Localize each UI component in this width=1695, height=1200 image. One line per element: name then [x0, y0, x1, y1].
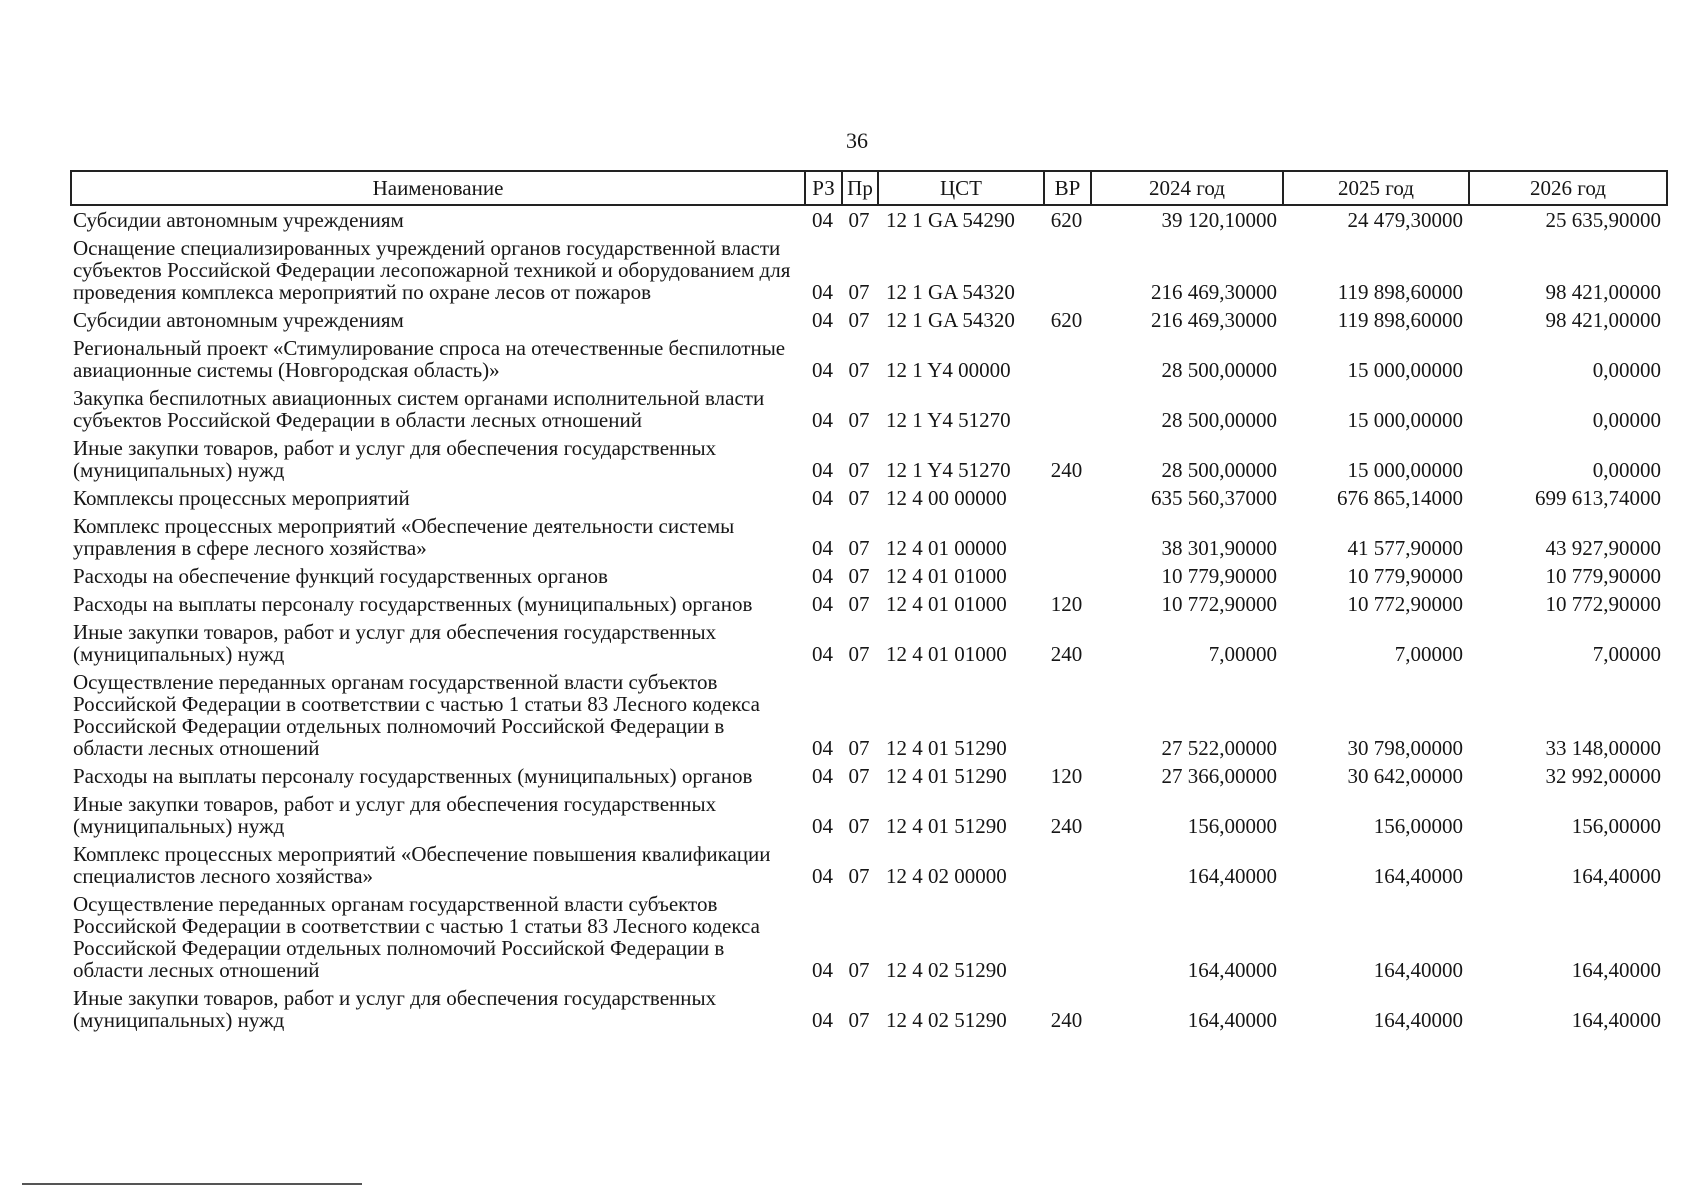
cell-name: Осуществление переданных органам государственной власти субъектов Российской Федерации в соответствии с частью 1 статьи 83 Лесного кодекса Российской Федерации отдельных полномочий Российской Федерации в области лесных отношений	[73, 892, 760, 982]
cell-2026: 43 927,90000	[1545, 536, 1661, 560]
cell-pr: 07	[848, 958, 870, 982]
table-row	[71, 484, 1667, 512]
cell-cst: 12 4 02 00000	[886, 864, 1007, 888]
footer-divider	[22, 1183, 362, 1185]
cell-pr: 07	[848, 458, 870, 482]
table-row	[71, 384, 1667, 434]
cell-2026: 156,00000	[1571, 814, 1661, 838]
cell-pr: 07	[848, 208, 870, 232]
cell-name: Иные закупки товаров, работ и услуг для обеспечения государственных (муниципальных) нужд	[73, 792, 717, 838]
header-rz: РЗ	[805, 171, 842, 205]
cell-2025: 15 000,00000	[1347, 408, 1463, 432]
cell-cst: 12 4 01 51290	[886, 736, 1007, 760]
cell-2025: 119 898,60000	[1337, 308, 1463, 332]
header-pr: Пр	[842, 171, 878, 205]
cell-pr: 07	[848, 486, 870, 510]
cell-2025: 10 772,90000	[1347, 592, 1463, 616]
cell-2024: 10 772,90000	[1161, 592, 1277, 616]
cell-2024: 28 500,00000	[1161, 458, 1277, 482]
cell-2025: 7,00000	[1394, 642, 1463, 666]
table-row	[71, 234, 1667, 306]
header-vr: ВР	[1044, 171, 1091, 205]
cell-pr: 07	[848, 814, 870, 838]
cell-2024: 164,40000	[1187, 958, 1277, 982]
cell-rz: 04	[812, 814, 833, 838]
cell-2024: 28 500,00000	[1161, 358, 1277, 382]
cell-cst: 12 4 01 01000	[886, 592, 1007, 616]
cell-vr: 240	[1050, 642, 1083, 666]
cell-cst: 12 1 Y4 51270	[886, 408, 1011, 432]
cell-pr: 07	[848, 358, 870, 382]
cell-name: Комплекс процессных мероприятий «Обеспечение повышения квалификации специалистов лесного хозяйства»	[73, 842, 771, 888]
cell-2026: 0,00000	[1592, 458, 1661, 482]
cell-vr	[1044, 840, 1091, 890]
cell-2025: 15 000,00000	[1347, 458, 1463, 482]
cell-2025: 164,40000	[1373, 864, 1463, 888]
cell-vr: 240	[1050, 814, 1083, 838]
cell-cst: 12 4 02 51290	[886, 1008, 1007, 1032]
cell-vr: 120	[1050, 592, 1083, 616]
table-row	[71, 984, 1667, 1034]
cell-2026: 10 772,90000	[1545, 592, 1661, 616]
cell-rz: 04	[812, 358, 833, 382]
cell-name: Комплексы процессных мероприятий	[73, 486, 410, 510]
cell-pr: 07	[848, 280, 870, 304]
cell-2024: 635 560,37000	[1151, 486, 1277, 510]
header-cst: ЦСТ	[878, 171, 1044, 205]
cell-rz: 04	[812, 1008, 833, 1032]
cell-vr: 240	[1050, 1008, 1083, 1032]
cell-2026: 10 779,90000	[1545, 564, 1661, 588]
cell-cst: 12 4 01 51290	[886, 814, 1007, 838]
cell-pr: 07	[848, 308, 870, 332]
table-row	[71, 334, 1667, 384]
cell-pr: 07	[848, 764, 870, 788]
cell-2025: 156,00000	[1373, 814, 1463, 838]
cell-2026: 98 421,00000	[1545, 280, 1661, 304]
table-row	[71, 306, 1667, 334]
cell-2025: 10 779,90000	[1347, 564, 1463, 588]
cell-2024: 10 779,90000	[1161, 564, 1277, 588]
cell-cst: 12 4 01 01000	[886, 564, 1007, 588]
table-row	[71, 790, 1667, 840]
cell-pr: 07	[848, 536, 870, 560]
table-row	[71, 890, 1667, 984]
cell-cst: 12 1 Y4 51270	[886, 458, 1011, 482]
cell-2025: 15 000,00000	[1347, 358, 1463, 382]
cell-pr: 07	[848, 642, 870, 666]
cell-vr	[1044, 234, 1091, 306]
cell-vr: 120	[1050, 764, 1083, 788]
cell-cst: 12 4 02 51290	[886, 958, 1007, 982]
cell-rz: 04	[812, 642, 833, 666]
cell-2025: 164,40000	[1373, 958, 1463, 982]
cell-2025: 30 798,00000	[1347, 736, 1463, 760]
cell-name: Субсидии автономным учреждениям	[73, 308, 404, 332]
cell-name: Региональный проект «Стимулирование спроса на отечественные беспилотные авиационные системы (Новгородская область)»	[73, 336, 786, 382]
cell-pr: 07	[848, 592, 870, 616]
cell-pr: 07	[848, 408, 870, 432]
cell-vr: 240	[1050, 458, 1083, 482]
header-2025: 2025 год	[1283, 171, 1469, 205]
cell-2026: 7,00000	[1592, 642, 1661, 666]
cell-2026: 0,00000	[1592, 358, 1661, 382]
cell-vr: 620	[1050, 308, 1083, 332]
cell-name: Субсидии автономным учреждениям	[73, 208, 404, 232]
cell-2025: 676 865,14000	[1337, 486, 1463, 510]
page-number: 36	[846, 128, 868, 153]
table-body	[71, 205, 1667, 1034]
cell-pr: 07	[848, 864, 870, 888]
cell-cst: 12 4 01 00000	[886, 536, 1007, 560]
cell-2024: 164,40000	[1187, 864, 1277, 888]
table-row	[71, 590, 1667, 618]
cell-2025: 41 577,90000	[1347, 536, 1463, 560]
cell-2026: 25 635,90000	[1545, 208, 1661, 232]
table-row	[71, 762, 1667, 790]
cell-rz: 04	[812, 280, 833, 304]
cell-2026: 699 613,74000	[1535, 486, 1661, 510]
cell-name: Расходы на обеспечение функций государственных органов	[73, 564, 608, 588]
cell-vr: 620	[1050, 208, 1083, 232]
cell-2024: 164,40000	[1187, 1008, 1277, 1032]
cell-rz: 04	[812, 308, 833, 332]
cell-2026: 0,00000	[1592, 408, 1661, 432]
header-2024: 2024 год	[1091, 171, 1283, 205]
cell-rz: 04	[812, 958, 833, 982]
cell-2024: 38 301,90000	[1161, 536, 1277, 560]
table-row	[71, 562, 1667, 590]
cell-rz: 04	[812, 864, 833, 888]
cell-2026: 164,40000	[1571, 958, 1661, 982]
cell-rz: 04	[812, 458, 833, 482]
cell-2024: 156,00000	[1187, 814, 1277, 838]
cell-name: Закупка беспилотных авиационных систем органами исполнительной власти субъектов Российской Федерации в области лесных отношений	[73, 386, 765, 432]
cell-2024: 216 469,30000	[1151, 308, 1277, 332]
cell-name: Иные закупки товаров, работ и услуг для обеспечения государственных (муниципальных) нужд	[73, 436, 717, 482]
cell-name: Иные закупки товаров, работ и услуг для обеспечения государственных (муниципальных) нужд	[73, 620, 717, 666]
header-2026: 2026 год	[1469, 171, 1667, 205]
cell-cst: 12 1 GA 54320	[886, 308, 1015, 332]
cell-2024: 7,00000	[1208, 642, 1277, 666]
cell-2025: 119 898,60000	[1337, 280, 1463, 304]
cell-2024: 27 366,00000	[1161, 764, 1277, 788]
cell-2024: 216 469,30000	[1151, 280, 1277, 304]
cell-pr: 07	[848, 736, 870, 760]
cell-cst: 12 1 Y4 00000	[886, 358, 1011, 382]
cell-cst: 12 4 01 51290	[886, 764, 1007, 788]
cell-rz: 04	[812, 592, 833, 616]
cell-2024: 39 120,10000	[1161, 208, 1277, 232]
cell-vr	[1044, 484, 1091, 512]
header-row	[71, 171, 1667, 205]
cell-vr	[1044, 512, 1091, 562]
table-row	[71, 512, 1667, 562]
header-name: Наименование	[71, 171, 805, 205]
budget-table	[70, 170, 1668, 1034]
cell-name: Комплекс процессных мероприятий «Обеспечение деятельности системы управления в сфере лесного хозяйства»	[73, 514, 735, 560]
table-row	[71, 205, 1667, 234]
cell-rz: 04	[812, 736, 833, 760]
cell-cst: 12 1 GA 54290	[886, 208, 1015, 232]
cell-name: Расходы на выплаты персоналу государственных (муниципальных) органов	[73, 592, 753, 616]
cell-rz: 04	[812, 408, 833, 432]
cell-vr	[1044, 562, 1091, 590]
cell-rz: 04	[812, 486, 833, 510]
cell-rz: 04	[812, 764, 833, 788]
cell-cst: 12 4 01 01000	[886, 642, 1007, 666]
cell-cst: 12 1 GA 54320	[886, 280, 1015, 304]
cell-2026: 33 148,00000	[1545, 736, 1661, 760]
cell-pr: 07	[848, 1008, 870, 1032]
cell-2026: 98 421,00000	[1545, 308, 1661, 332]
cell-2024: 28 500,00000	[1161, 408, 1277, 432]
table-row	[71, 840, 1667, 890]
cell-vr	[1044, 890, 1091, 984]
table-row	[71, 668, 1667, 762]
cell-rz: 04	[812, 208, 833, 232]
cell-2026: 164,40000	[1571, 864, 1661, 888]
cell-2025: 164,40000	[1373, 1008, 1463, 1032]
cell-name: Иные закупки товаров, работ и услуг для обеспечения государственных (муниципальных) нужд	[73, 986, 717, 1032]
cell-cst: 12 4 00 00000	[886, 486, 1007, 510]
cell-2025: 30 642,00000	[1347, 764, 1463, 788]
cell-vr	[1044, 384, 1091, 434]
cell-vr	[1044, 668, 1091, 762]
cell-2026: 32 992,00000	[1545, 764, 1661, 788]
cell-name: Оснащение специализированных учреждений органов государственной власти субъектов Российской Федерации лесопожарной техникой и оборудованием для проведения комплекса мероприятий по охране лесов от пожаров	[73, 236, 791, 304]
table-row	[71, 618, 1667, 668]
cell-pr: 07	[848, 564, 870, 588]
table-row	[71, 434, 1667, 484]
cell-rz: 04	[812, 536, 833, 560]
cell-2026: 164,40000	[1571, 1008, 1661, 1032]
cell-2025: 24 479,30000	[1347, 208, 1463, 232]
cell-name: Расходы на выплаты персоналу государственных (муниципальных) органов	[73, 764, 753, 788]
cell-vr	[1044, 334, 1091, 384]
cell-rz: 04	[812, 564, 833, 588]
table-header	[71, 171, 1667, 205]
cell-name: Осуществление переданных органам государственной власти субъектов Российской Федерации в соответствии с частью 1 статьи 83 Лесного кодекса Российской Федерации отдельных полномочий Российской Федерации в области лесных отношений	[73, 670, 760, 760]
cell-2024: 27 522,00000	[1161, 736, 1277, 760]
